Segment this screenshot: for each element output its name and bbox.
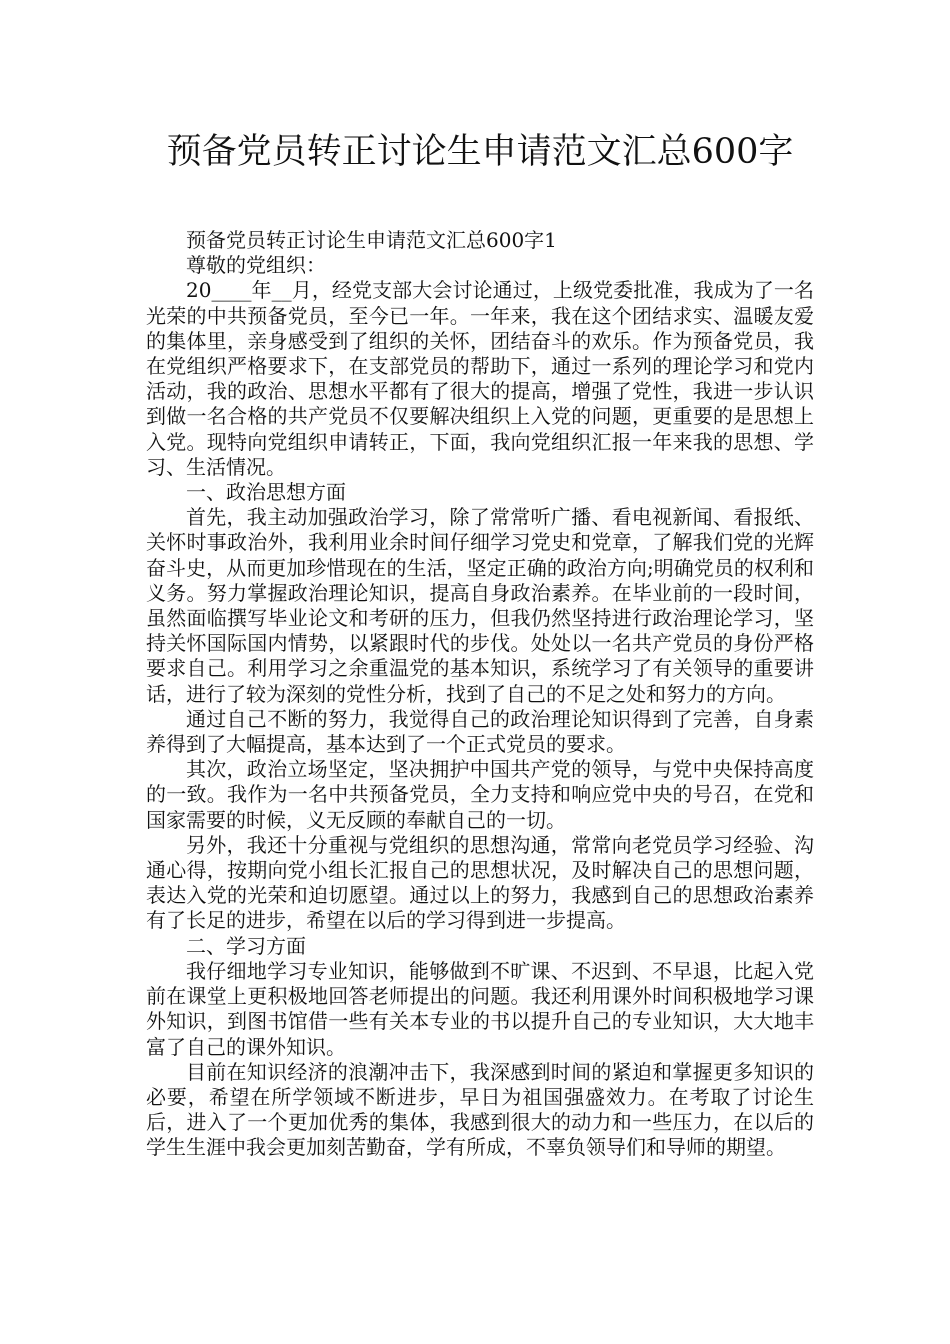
paragraph: 我仔细地学习专业知识，能够做到不旷课、不迟到、不早退，比起入党前在课堂上更积极地回答老师提出的问题。我还利用课外时间积极地学习课外知识，到图书馆借一些有关本专业的书以提升自己的专业知识，大大地丰富了自己的课外知识。 <box>146 958 814 1059</box>
paragraph: 首先，我主动加强政治学习，除了常常听广播、看电视新闻、看报纸、关怀时事政治外，我利用业余时间仔细学习党史和党章，了解我们党的光辉奋斗史，从而更加珍惜现在的生活，坚定正确的政治方向;明确党员的权利和义务。努力掌握政治理论知识，提高自身政治素养。在毕业前的一段时间，虽然面临撰写毕业论文和考研的压力，但我仍然坚持进行政治理论学习，坚持关怀国际国内情势，以紧跟时代的步伐。处处以一名共产党员的身份严格要求自己。利用学习之余重温党的基本知识，系统学习了有关领导的重要讲话，进行了较为深刻的党性分析，找到了自己的不足之处和努力的方向。 <box>146 505 814 706</box>
document-title: 预备党员转正讨论生申请范文汇总600字 <box>166 132 794 172</box>
section-heading-study: 二、学习方面 <box>186 933 306 958</box>
paragraph: 通过自己不断的努力，我觉得自己的政治理论知识得到了完善，自身素养得到了大幅提高，基本达到了一个正式党员的要求。 <box>146 706 814 757</box>
document-body <box>146 228 814 1161</box>
paragraph: 目前在知识经济的浪潮冲击下，我深感到时间的紧迫和掌握更多知识的必要，希望在所学领域不断进步，早日为祖国强盛效力。在考取了讨论生后，进入了一个更加优秀的集体，我感到很大的动力和一些压力，在以后的学生生涯中我会更加刻苦勤奋，学有所成，不辜负领导们和导师的期望。 <box>146 1059 814 1160</box>
salutation: 尊敬的党组织： <box>186 253 326 278</box>
section-heading-politics: 一、政治思想方面 <box>186 480 346 505</box>
paragraph-intro: 20____年__月，经党支部大会讨论通过，上级党委批准，我成为了一名光荣的中共预备党员，至今已一年。一年来，我在这个团结求实、温暖友爱的集体里，亲身感受到了组织的关怀，团结奋斗的欢乐。作为预备党员，我在党组织严格要求下，在支部党员的帮助下，通过一系列的理论学习和党内活动，我的政治、思想水平都有了很大的提高，增强了党性，我进一步认识到做一名合格的共产党员不仅要解决组织上入党的问题，更重要的是思想上入党。现特向党组织申请转正，下面，我向党组织汇报一年来我的思想、学习、生活情况。 <box>146 278 814 479</box>
paragraph: 其次，政治立场坚定，坚决拥护中国共产党的领导，与党中央保持高度的一致。我作为一名中共预备党员，全力支持和响应党中央的号召，在党和国家需要的时候，义无反顾的奉献自己的一切。 <box>146 757 814 832</box>
paragraph: 另外，我还十分重视与党组织的思想沟通，常常向老党员学习经验、沟通心得，按期向党小组长汇报自己的思想状况，及时解决自己的思想问题，表达入党的光荣和迫切愿望。通过以上的努力，我感到自己的思想政治素养有了长足的进步，希望在以后的学习得到进一步提高。 <box>146 832 814 933</box>
document-subtitle: 预备党员转正讨论生申请范文汇总600字1 <box>186 228 557 252</box>
document-page <box>146 128 814 1161</box>
